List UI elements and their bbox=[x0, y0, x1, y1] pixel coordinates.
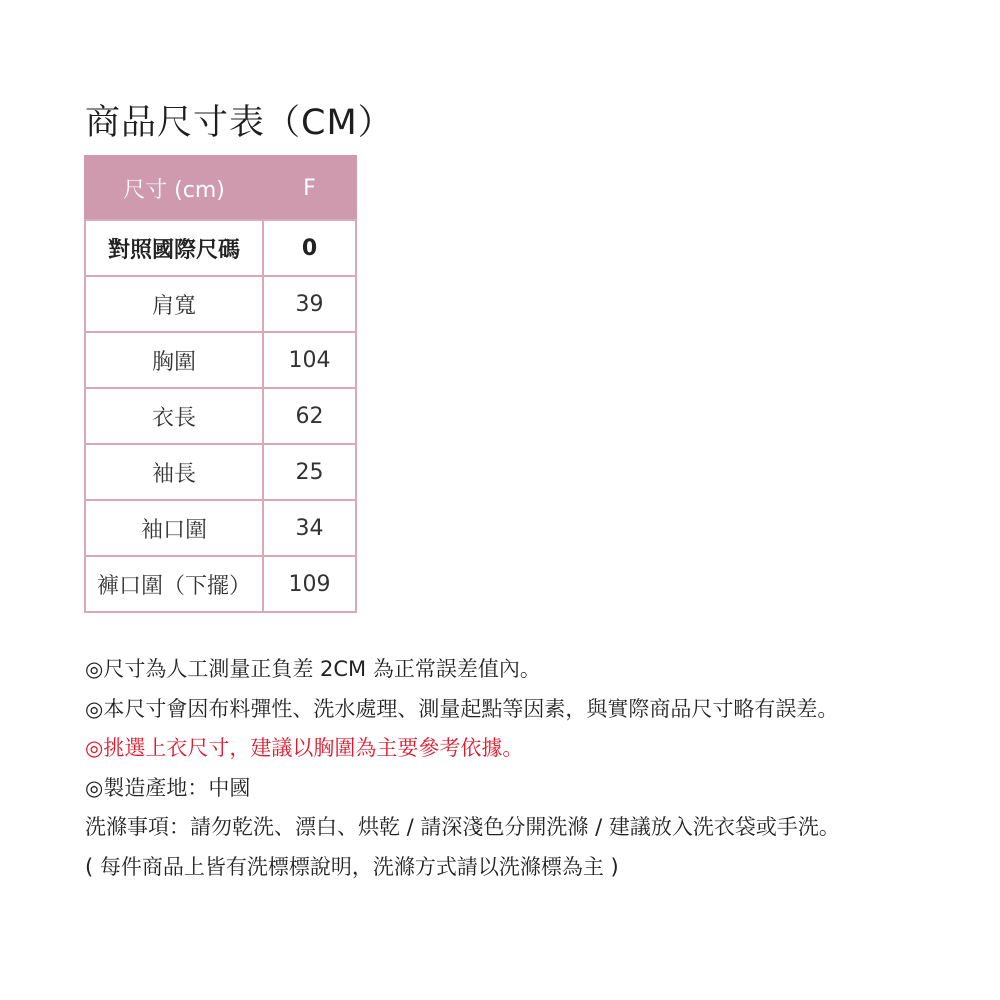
row-value-shoulder: 39 bbox=[263, 276, 356, 332]
table-header-row bbox=[85, 156, 356, 220]
note-origin: ◎製造產地：中國 bbox=[85, 775, 251, 800]
row-label-chest: 胸圍 bbox=[85, 332, 263, 388]
row-value-hem: 109 bbox=[263, 556, 356, 612]
header-label-cell: 尺寸 (cm) bbox=[85, 156, 263, 220]
table-row bbox=[85, 332, 356, 388]
table-row bbox=[85, 444, 356, 500]
table-row bbox=[85, 556, 356, 612]
page-title: 商品尺寸表（CM） bbox=[85, 103, 394, 143]
row-value-chest: 104 bbox=[263, 332, 356, 388]
row-label-shoulder: 肩寬 bbox=[85, 276, 263, 332]
table-row bbox=[85, 500, 356, 556]
note-care-instructions: 洗滌事項：請勿乾洗、漂白、烘乾 / 請深淺色分開洗滌 / 建議放入洗衣袋或手洗。 bbox=[85, 815, 840, 839]
row-label-cuff: 袖口圍 bbox=[85, 500, 263, 556]
table-row bbox=[85, 276, 356, 332]
note-size-selection-tip: ◎挑選上衣尺寸，建議以胸圍為主要參考依據。 bbox=[85, 736, 524, 760]
header-size-cell: F bbox=[263, 156, 356, 220]
note-measurement-tolerance: ◎尺寸為人工測量正負差 2CM 為正常誤差值內。 bbox=[85, 657, 541, 681]
row-label-sleeve-length: 袖長 bbox=[85, 444, 263, 500]
size-table bbox=[84, 155, 357, 613]
row-label-international-size: 對照國際尺碼 bbox=[85, 220, 263, 276]
notes bbox=[85, 650, 840, 887]
row-label-length: 衣長 bbox=[85, 388, 263, 444]
row-value-international-size: 0 bbox=[263, 220, 356, 276]
row-value-length: 62 bbox=[263, 388, 356, 444]
table-row bbox=[85, 388, 356, 444]
row-value-cuff: 34 bbox=[263, 500, 356, 556]
note-size-variance: ◎本尺寸會因布料彈性、洗水處理、測量起點等因素，與實際商品尺寸略有誤差。 bbox=[85, 696, 839, 721]
note-care-label: ( 每件商品上皆有洗標標說明，洗滌方式請以洗滌標為主 ) bbox=[85, 854, 619, 879]
row-label-hem: 褲口圍（下擺） bbox=[85, 556, 263, 612]
row-value-sleeve-length: 25 bbox=[263, 444, 356, 500]
table-row bbox=[85, 220, 356, 276]
